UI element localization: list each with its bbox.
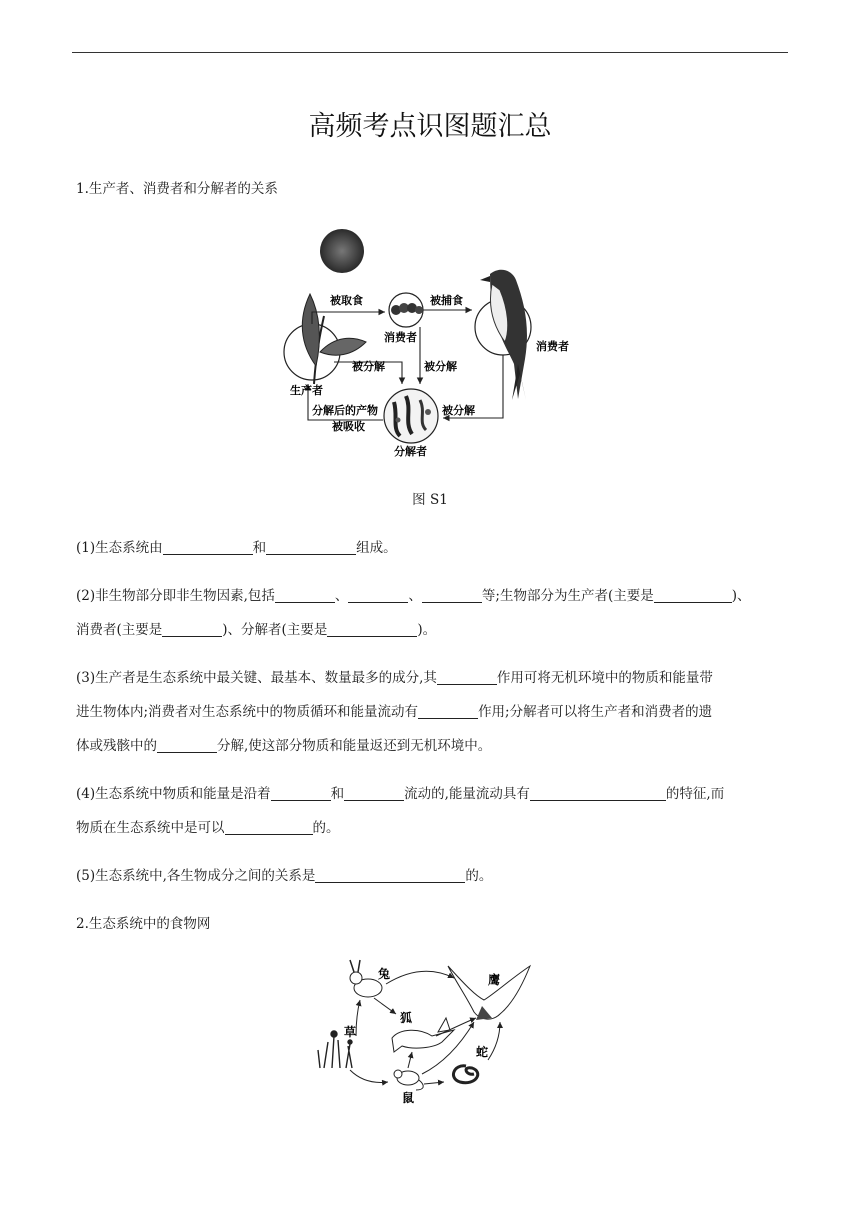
answer-blank[interactable] (530, 786, 666, 801)
q4-text-d: 的特征,而 (665, 786, 725, 802)
answer-blank[interactable] (225, 820, 313, 835)
q1-text-b: 和 (252, 540, 267, 556)
answer-blank[interactable] (344, 786, 404, 801)
label-products: 分解后的产物 (312, 404, 378, 417)
question-2-line-1 (76, 584, 751, 604)
label-caught: 被捕食 (430, 294, 463, 307)
q4-text-c: 流动的,能量流动具有 (404, 786, 530, 802)
label-rabbit: 兔 (378, 967, 391, 981)
question-3-line-1 (76, 666, 713, 686)
label-producer: 生产者 (290, 384, 323, 397)
caterpillar-icon (391, 303, 423, 315)
q4-text-a: (4)生态系统中物质和能量是沿着 (76, 786, 271, 802)
label-snake: 蛇 (476, 1045, 489, 1059)
label-consumer-bird: 消费者 (536, 340, 569, 353)
mouse-icon (394, 1070, 423, 1090)
label-decomposed-mid: 被分解 (424, 360, 457, 373)
label-decomposed-left: 被分解 (352, 360, 385, 373)
answer-blank[interactable] (157, 738, 217, 753)
q3-text-b: 作用可将无机环境中的物质和能量带 (496, 670, 713, 686)
question-2-line-2 (76, 618, 436, 638)
label-decomposed-right: 被分解 (442, 404, 475, 417)
snake-icon (453, 1066, 477, 1083)
figure-s1 (280, 224, 590, 464)
label-grass: 草 (344, 1025, 357, 1039)
page-title: 高频考点识图题汇总 (308, 111, 552, 142)
label-eaten: 被取食 (330, 294, 363, 307)
q2-text-f: 消费者(主要是 (76, 622, 163, 638)
q4-text-b: 和 (330, 786, 345, 802)
q2-text-h: )。 (417, 622, 437, 638)
answer-blank[interactable] (315, 868, 465, 883)
answer-blank[interactable] (271, 786, 331, 801)
label-consumer-small: 消费者 (384, 331, 417, 344)
question-3-line-2 (76, 700, 712, 720)
q4-text-e: 物质在生态系统中是可以 (76, 820, 225, 836)
answer-blank[interactable] (275, 588, 335, 603)
q3-text-f: 分解,使这部分物质和能量返还到无机环境中。 (217, 738, 492, 754)
q2-text-b: 、 (334, 588, 349, 604)
label-fox: 狐 (400, 1011, 413, 1025)
label-absorbed: 被吸收 (332, 420, 365, 433)
question-4-line-2 (76, 816, 340, 836)
q2-text-c: 、 (408, 588, 422, 604)
answer-blank[interactable] (654, 588, 732, 603)
q2-text-g: )、分解者(主要是 (222, 622, 328, 638)
q1-text-a: (1)生态系统由 (76, 540, 163, 556)
q3-text-d: 作用;分解者可以将生产者和消费者的遗 (478, 704, 713, 720)
decomposer-circle (384, 389, 438, 443)
q3-text-e: 体或残骸中的 (76, 738, 157, 754)
sun-icon (320, 229, 364, 273)
q5-text-a: (5)生态系统中,各生物成分之间的关系是 (76, 868, 316, 884)
answer-blank[interactable] (163, 540, 253, 555)
q2-text-d: 等;生物部分为生产者(主要是 (481, 588, 654, 604)
question-5 (76, 864, 492, 884)
top-rule (72, 52, 788, 53)
answer-blank[interactable] (162, 622, 222, 637)
question-1 (76, 536, 397, 556)
q3-text-c: 进生物体内;消费者对生态系统中的物质循环和能量流动有 (76, 704, 419, 720)
question-4-line-1 (76, 782, 724, 802)
answer-blank[interactable] (418, 704, 478, 719)
figure-caption: 图 S1 (412, 492, 448, 508)
q2-text-e: )、 (731, 588, 751, 604)
answer-blank[interactable] (348, 588, 408, 603)
q5-text-b: 的。 (465, 868, 493, 884)
label-eagle: 鹰 (488, 973, 501, 987)
section1-heading: 1.生产者、消费者和分解者的关系 (76, 181, 278, 197)
answer-blank[interactable] (422, 588, 482, 603)
question-3-line-3 (76, 734, 491, 754)
section2-heading: 2.生态系统中的食物网 (76, 916, 211, 932)
q3-text-a: (3)生产者是生态系统中最关键、最基本、数量最多的成分,其 (76, 670, 437, 686)
q2-text-a: (2)非生物部分即非生物因素,包括 (76, 588, 275, 604)
answer-blank[interactable] (266, 540, 356, 555)
label-mouse: 鼠 (402, 1091, 415, 1105)
food-web-figure (316, 956, 548, 1106)
answer-blank[interactable] (437, 670, 497, 685)
q1-text-c: 组成。 (356, 540, 397, 556)
answer-blank[interactable] (327, 622, 417, 637)
label-decomposer: 分解者 (394, 445, 427, 458)
q4-text-f: 的。 (312, 820, 340, 836)
